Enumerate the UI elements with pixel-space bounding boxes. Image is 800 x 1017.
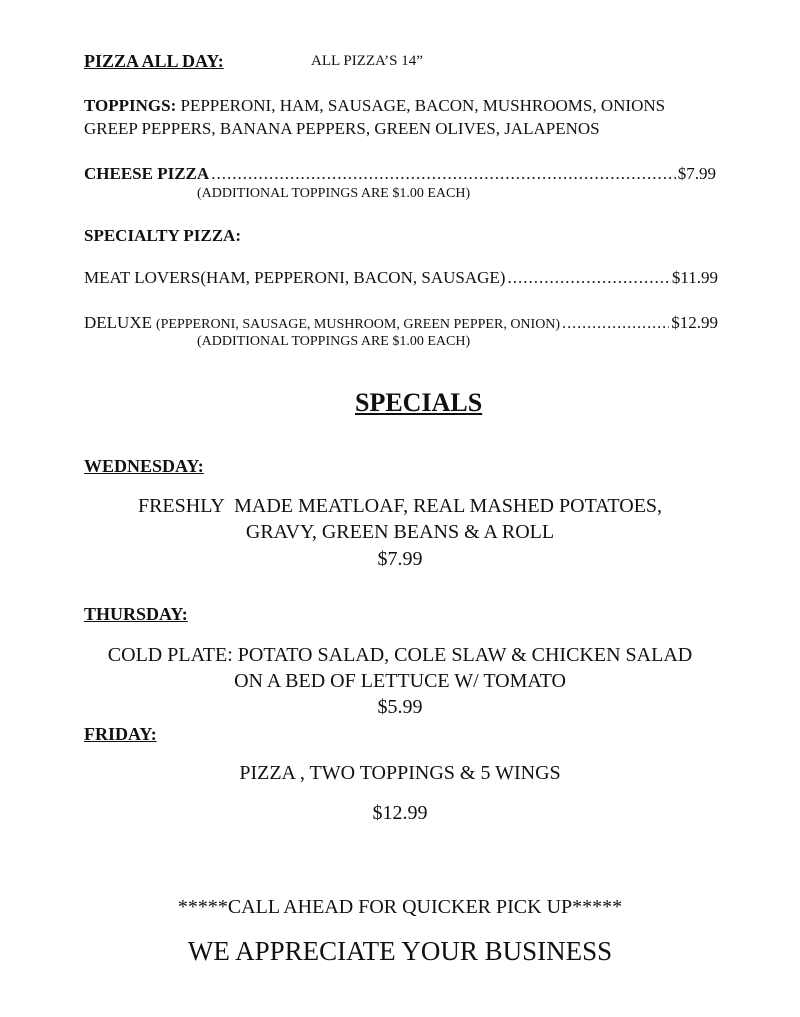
thursday-heading: THURSDAY: — [84, 604, 188, 624]
toppings-list-2: GREEP PEPPERS, BANANA PEPPERS, GREEN OLIVES, JALAPENOS — [84, 119, 600, 138]
toppings-list-1: PEPPERONI, HAM, SAUSAGE, BACON, MUSHROOMS, ONIONS — [180, 96, 666, 115]
pizza-all-day-heading: PIZZA ALL DAY: — [84, 51, 224, 71]
wednesday-line-1: FRESHLY MADE MEATLOAF, REAL MASHED POTATOES, — [137, 495, 663, 517]
pizza-size-note: ALL PIZZA’S 14” — [311, 53, 423, 69]
friday-heading: FRIDAY: — [84, 724, 157, 744]
dot-leader — [562, 315, 669, 333]
meat-lovers-price: $11.99 — [671, 268, 718, 287]
toppings-label: TOPPINGS: — [84, 96, 177, 115]
deluxe-description: (PEPPERONI, SAUSAGE, MUSHROOM, GREEN PEPPER, ONION) — [155, 317, 561, 332]
cheese-toppings-note: (ADDITIONAL TOPPINGS ARE $1.00 EACH) — [197, 186, 471, 201]
wednesday-line-2: GRAVY, GREEN BEANS & A ROLL — [245, 521, 555, 543]
thursday-line-1: COLD PLATE: POTATO SALAD, COLE SLAW & CHICKEN SALAD — [107, 644, 693, 666]
deluxe-price: $12.99 — [671, 313, 718, 332]
cheese-pizza-price: $7.99 — [677, 164, 716, 183]
cheese-pizza-name: CHEESE PIZZA — [84, 164, 210, 183]
deluxe-row — [84, 313, 718, 333]
toppings-line-1 — [84, 96, 665, 116]
meat-lovers-row — [84, 268, 718, 288]
wednesday-price: $7.99 — [377, 548, 423, 570]
meat-lovers-name: MEAT LOVERS(HAM, PEPPERONI, BACON, SAUSAGE) — [84, 268, 506, 287]
wednesday-heading: WEDNESDAY: — [84, 456, 204, 476]
friday-line-1: PIZZA , TWO TOPPINGS & 5 WINGS — [239, 762, 561, 784]
specialty-pizza-heading: SPECIALTY PIZZA: — [84, 226, 241, 245]
specials-heading: SPECIALS — [355, 388, 483, 417]
cheese-pizza-row — [84, 164, 716, 184]
thursday-price: $5.99 — [377, 696, 423, 718]
deluxe-name: DELUXE — [84, 313, 152, 332]
deluxe-toppings-note: (ADDITIONAL TOPPINGS ARE $1.00 EACH) — [197, 334, 471, 349]
dot-leader — [211, 164, 676, 184]
dot-leader — [507, 268, 669, 288]
call-ahead-note: *****CALL AHEAD FOR QUICKER PICK UP***** — [177, 896, 623, 918]
thanks-message: WE APPRECIATE YOUR BUSINESS — [187, 936, 613, 966]
thursday-line-2: ON A BED OF LETTUCE W/ TOMATO — [234, 670, 566, 692]
friday-price: $12.99 — [372, 802, 428, 824]
